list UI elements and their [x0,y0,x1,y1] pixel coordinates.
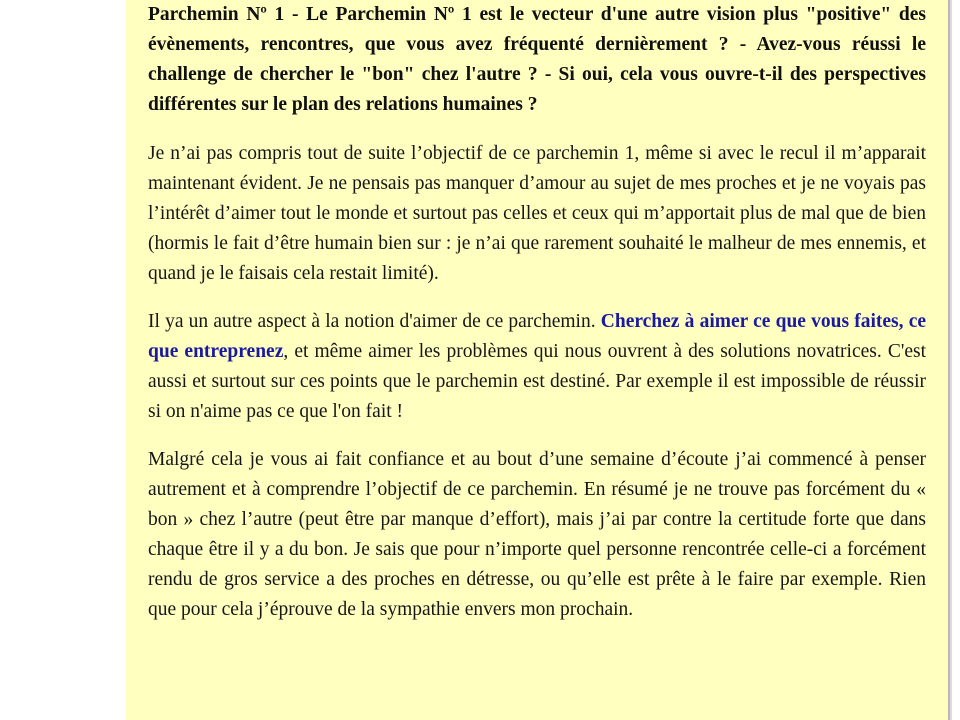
document-content [148,0,926,625]
answer-paragraph-3: Malgré cela je vous ai fait confiance et au bout d’une semaine d’écoute j’ai commencé à penser autrement et à comprendre l’objectif de ce parchemin. En résumé je ne trouve pas forcément du « bon » chez l’autre (peut être par manque d’effort), mais j’ai par contre la certitude forte que dans chaque être il y a du bon. Je sais que pour n’importe quel personne rencontrée celle-ci a forcément rendu de gros service a des proches en détresse, ou qu’elle est prête à le faire par exemple. Rien que pour cela j’éprouve de la sympathie envers mon prochain. [148,449,926,620]
answer-paragraph-1: Je n’ai pas compris tout de suite l’objectif de ce parchemin 1, même si avec le recul il m’apparait maintenant évident. Je ne pensais pas manquer d’amour au sujet de mes proches et je ne voyais pas l’intérêt d’aimer tout le monde et surtout pas celles et ceux qui m’apportait plus de mal que de bien (hormis le fait d’être humain bien sur : je n’ai que rarement souhaité le malheur de mes ennemis, et quand je le faisais cela restait limité). [148,143,926,284]
paragraph-2-rest: , et même aimer les problèmes qui nous ouvrent à des solutions novatrices. C'est aussi et surtout sur ces points que le parchemin est destiné. Par exemple il est impossible de réussir si on n'aime pas ce que l'on fait ! [148,341,926,422]
document-panel [126,0,948,720]
paragraph-2-intro: Il ya un autre aspect à la notion d'aimer de ce parchemin. [148,311,601,332]
paragraph-2-emphasis: Cherchez à aimer ce que vous faites, ce que entreprenez [148,311,927,362]
answer-paragraph-2 [148,307,926,427]
question-paragraph: Parchemin Nº 1 - Le Parchemin Nº 1 est le vecteur d'une autre vision plus "positive" des évènements, rencontres, que vous avez fréquenté dernièrement ? - Avez-vous réussi le challenge de chercher le "bon" chez l'autre ? - Si oui, cela vous ouvre-t-il des perspectives différentes sur le plan des relations humaines ? [148,4,926,115]
